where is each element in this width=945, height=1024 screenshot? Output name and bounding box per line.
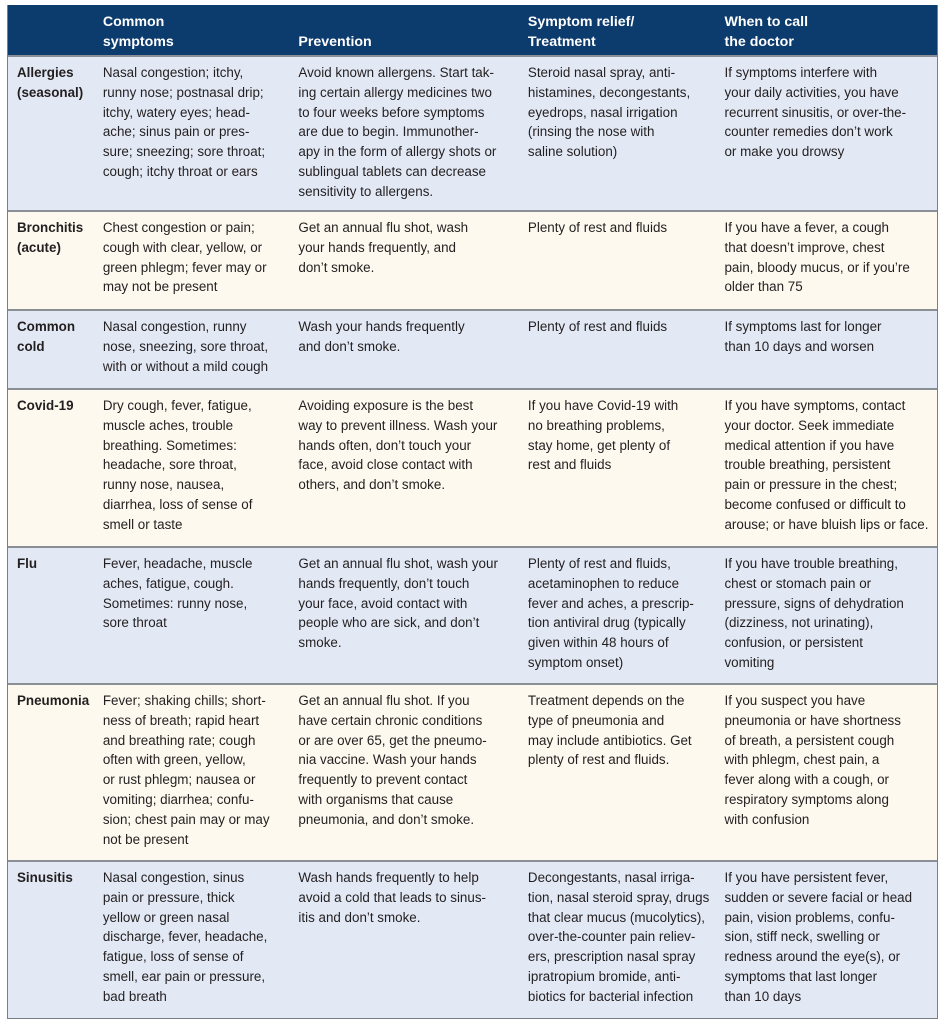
table-row-pneumonia	[8, 683, 937, 860]
symptoms-cell: Chest congestion or pain; cough with clear, yellow, or green phlegm; fever may or may not be present	[102, 220, 267, 295]
table-row-covid-19	[8, 388, 937, 546]
prevention-cell: Wash your hands frequently and don’t smoke.	[298, 319, 465, 354]
symptoms-cell: Fever, headache, muscle aches, fatigue, cough. Sometimes: runny nose, sore throat	[102, 556, 253, 631]
prevention-cell: Avoiding exposure is the best way to prevent illness. Wash your hands often, don’t touch your face, avoid close contact with others, and don’t smoke.	[298, 398, 498, 493]
treatment-cell: Plenty of rest and fluids	[527, 220, 668, 235]
header-common-symptoms: Common symptoms	[102, 14, 174, 50]
condition-name: Allergies (seasonal)	[17, 65, 84, 100]
header-condition	[8, 52, 95, 55]
table-row-bronchitis	[8, 210, 937, 309]
respiratory-illness-table	[7, 5, 938, 1019]
table-row-sinusitis	[8, 860, 937, 1018]
doctor-cell: If you have a fever, a cough that doesn’t improve, chest pain, bloody mucus, or if you’re older than 75	[724, 220, 910, 295]
symptoms-cell: Nasal congestion, sinus pain or pressure, thick yellow or green nasal discharge, fever, headache, fatigue, loss of sense of smell, ear pain or pressure, bad breath	[102, 870, 268, 1004]
prevention-cell: Avoid known allergens. Start tak- ing certain allergy medicines two to four weeks before symptoms are due to begin. Immunother- apy in the form of allergy shots or sublingual tablets can decrease sensitivity to allergens.	[298, 65, 497, 199]
condition-name: Flu	[17, 556, 38, 571]
condition-name: Pneumonia	[17, 693, 90, 708]
condition-name: Bronchitis (acute)	[17, 220, 84, 255]
doctor-cell: If symptoms interfere with your daily activities, you have recurrent sinusitis, or over-the- counter remedies don’t work or make you drowsy	[724, 65, 907, 160]
doctor-cell: If you have trouble breathing, chest or stomach pain or pressure, signs of dehydration (dizziness, not urinating), confusion, or persistent vomiting	[724, 556, 904, 670]
header-symptom-relief-treatment: Symptom relief/ Treatment	[527, 14, 635, 50]
table-row-common-cold	[8, 309, 937, 388]
symptoms-cell: Fever; shaking chills; short- ness of breath; rapid heart and breathing rate; cough often with green, yellow, or rust phlegm; nausea or vomiting; diarrhea; confu- sion; chest pain may or may not be present	[102, 693, 270, 847]
doctor-cell: If symptoms last for longer than 10 days and worsen	[724, 319, 882, 354]
doctor-cell: If you suspect you have pneumonia or have shortness of breath, a persistent cough with phlegm, chest pain, a fever along with a cough, or respiratory symptoms along with confusion	[724, 693, 901, 827]
treatment-cell: If you have Covid-19 with no breathing problems, stay home, get plenty of rest and fluids	[527, 398, 679, 473]
header-prevention: Prevention	[298, 33, 372, 50]
treatment-cell: Steroid nasal spray, anti- histamines, decongestants, eyedrops, nasal irrigation (rinsing the nose with saline solution)	[527, 65, 691, 160]
treatment-cell: Decongestants, nasal irriga- tion, nasal steroid spray, drugs that clear mucus (mucolytics), over-the-counter pain reliev- ers, prescription nasal spray ipratropium bromide, anti- biotics for bacterial infection	[527, 870, 710, 1004]
prevention-cell: Get an annual flu shot. If you have certain chronic conditions or are over 65, get the pneumo- nia vaccine. Wash your hands frequently to prevent contact with organisms that cause pneumonia, and don’t smoke.	[298, 693, 487, 827]
table-row-flu	[8, 546, 937, 683]
treatment-cell: Plenty of rest and fluids, acetaminophen to reduce fever and aches, a prescrip- tion antiviral drug (typically given within 48 hours of symptom onset)	[527, 556, 694, 670]
symptoms-cell: Nasal congestion; itchy, runny nose; postnasal drip; itchy, watery eyes; head- ache; sinus pain or pres- sure; sneezing; sore throat; cough; itchy throat or ears	[102, 65, 266, 179]
treatment-cell: Plenty of rest and fluids	[527, 319, 668, 334]
treatment-cell: Treatment depends on the type of pneumonia and may include antibiotics. Get plenty of rest and fluids.	[527, 693, 692, 768]
doctor-cell: If you have persistent fever, sudden or severe facial or head pain, vision problems, confu- sion, stiff neck, swelling or redness around the eye(s), or symptoms that last longer than 10 days	[724, 870, 913, 1004]
prevention-cell: Wash hands frequently to help avoid a cold that leads to sinus- itis and don’t smoke.	[298, 870, 486, 925]
table-header-row	[8, 5, 937, 55]
condition-name: Common cold	[17, 319, 76, 354]
symptoms-cell: Nasal congestion, runny nose, sneezing, sore throat, with or without a mild cough	[102, 319, 269, 374]
doctor-cell: If you have symptoms, contact your doctor. Seek immediate medical attention if you have trouble breathing, persistent pain or pressure in the chest; become confused or difficult to arouse; or have bluish lips or face.	[724, 398, 929, 532]
condition-name: Covid-19	[17, 398, 74, 413]
condition-name: Sinusitis	[17, 870, 73, 885]
symptoms-cell: Dry cough, fever, fatigue, muscle aches, trouble breathing. Sometimes: headache, sore throat, runny nose, nausea, diarrhea, loss of sense of smell or taste	[102, 398, 253, 532]
prevention-cell: Get an annual flu shot, wash your hands frequently, don’t touch your face, avoid contact with people who are sick, and don’t smoke.	[298, 556, 498, 651]
prevention-cell: Get an annual flu shot, wash your hands frequently, and don’t smoke.	[298, 220, 469, 275]
header-when-to-call-doctor: When to call the doctor	[724, 14, 809, 50]
table-row-allergies	[8, 55, 937, 210]
